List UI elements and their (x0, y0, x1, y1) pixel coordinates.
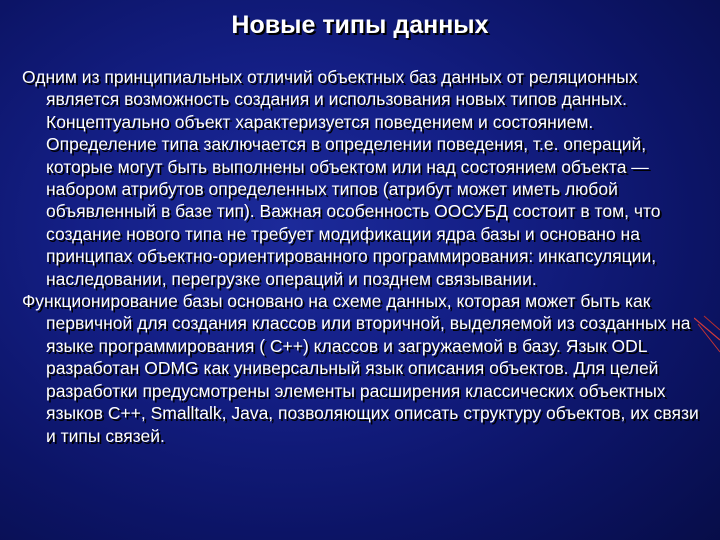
decorative-line-2 (698, 324, 720, 352)
paragraph-2: Функционирование базы основано на схеме данных, которая может быть как первичной для создания классов или вторичной, выделяемой из созданных на языке программирования ( С++) классов и загружаемой в базу. Язык ODL разработан ODMG как универсальный язык описания объектов. Для целей разработки предусмотрены элементы расширения классических объектных языков С++, Smalltalk, Java, позволяющих описать структуру объектов, их связи и типы связей. (22, 291, 699, 446)
paragraph-1: Одним из принципиальных отличий объектных баз данных от реляционных является возможность создания и использования новых типов данных. Концептуально объект характеризуется поведением и состоянием. Определение типа заключается в определении поведения, т.е. операций, которые могут быть выполнены объектом или над состоянием объекта — набором атрибутов определенных типов (атрибут может иметь любой объявленный в базе тип). Важная особенность ООСУБД состоит в том, что создание нового типа не требует модификации ядра базы и основано на принципах объектно-ориентированного программирования: инкапсуляции, наследовании, перегрузке операций и позднем связывании. (22, 67, 661, 289)
decorative-line-1 (694, 318, 720, 340)
slide-title: Новые типы данных (231, 11, 489, 39)
decorative-lines-graphic (694, 300, 720, 360)
slide-body (22, 66, 702, 447)
